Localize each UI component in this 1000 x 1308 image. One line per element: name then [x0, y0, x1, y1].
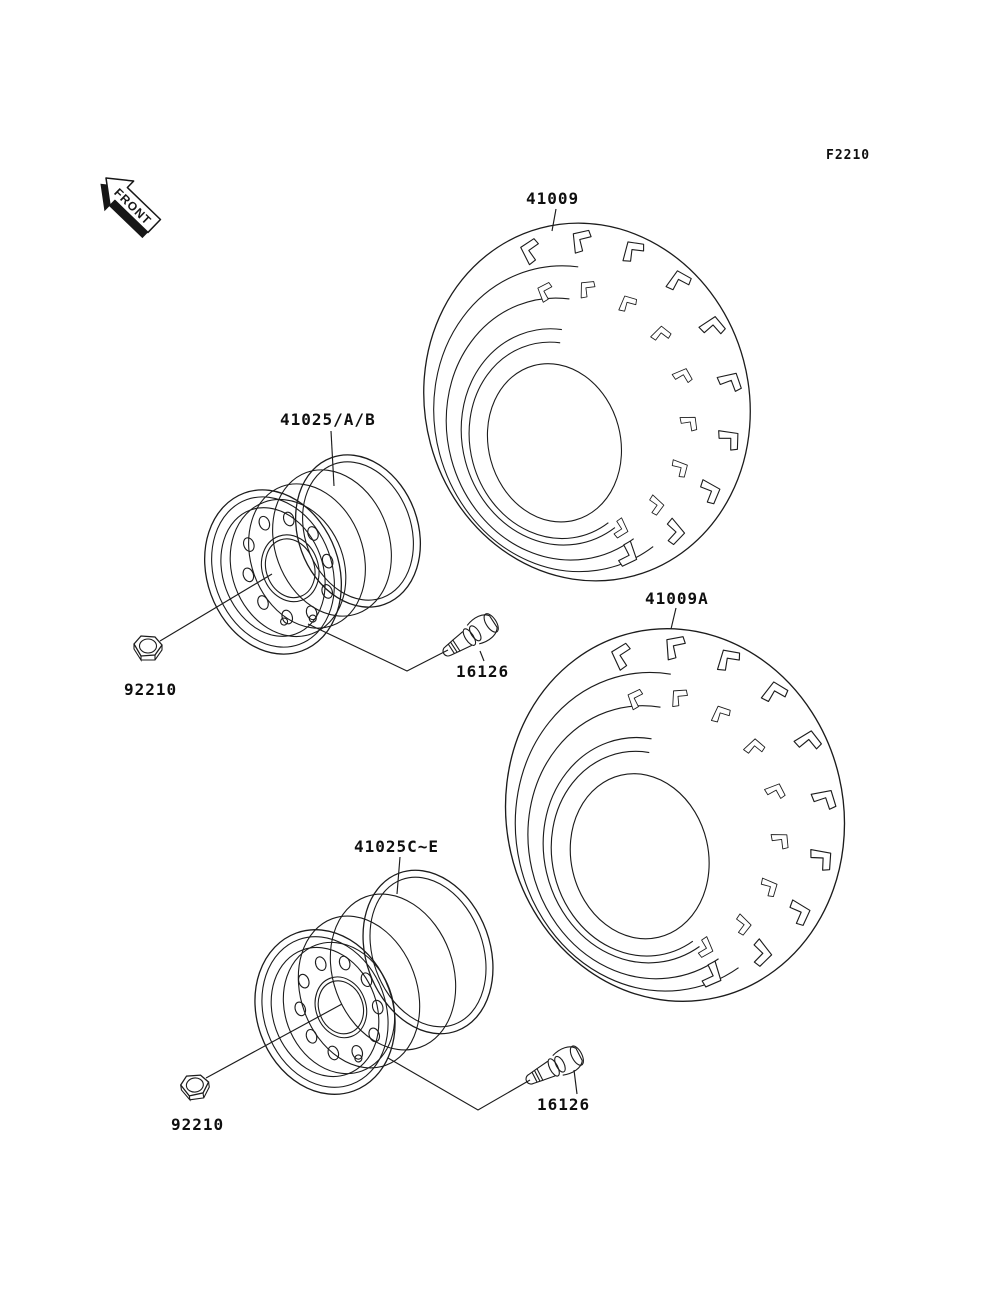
tread-lug: [660, 516, 687, 546]
leader-tire-bottom: [671, 608, 676, 629]
tread-lug: [717, 373, 741, 391]
tread-lug: [619, 237, 646, 267]
tread-lug: [793, 729, 823, 755]
part-label-wheel-top: 41025/A/B: [280, 410, 376, 429]
front-arrow-text: FRONT: [111, 185, 155, 228]
leader-wheel-bottom: [397, 857, 400, 894]
part-label-nut-bottom: 92210: [171, 1115, 225, 1134]
leader-valve-top-label: [480, 651, 484, 661]
part-label-wheel-bottom: 41025C~E: [354, 837, 440, 856]
tread-lug: [701, 961, 722, 987]
figure-code-label: F2210: [826, 148, 871, 163]
tread-lug: [664, 635, 686, 662]
leader-tire-top: [552, 209, 556, 231]
tread-lug: [811, 790, 836, 809]
tire-bottom-drawing: [469, 595, 882, 1036]
tread-lug: [764, 783, 786, 800]
tread-lug: [805, 846, 835, 873]
leader-valve-bottom: [388, 1058, 530, 1110]
tread-lug: [756, 875, 780, 898]
tread-lug: [678, 415, 699, 432]
tread-lug: [730, 912, 753, 936]
leader-valve-top: [308, 624, 448, 671]
tread-lug: [709, 703, 732, 727]
tread-lug: [670, 687, 689, 710]
tread-lug: [714, 646, 742, 677]
wheel-top-hub: [211, 483, 364, 653]
leader-wheel-top: [331, 431, 334, 486]
wheel-top-drawing: [182, 437, 441, 673]
tread-lug: [611, 643, 635, 672]
part-label-tire-top: 41009: [526, 189, 580, 208]
tread-lug: [667, 457, 690, 479]
tread-lug: [578, 279, 596, 300]
nut-top-drawing: [134, 636, 162, 660]
tread-lug: [611, 517, 629, 538]
tread-lug: [783, 897, 814, 928]
tread-lug: [694, 477, 724, 506]
tread-lug: [519, 238, 543, 266]
tread-band-inner: [535, 252, 727, 542]
tread-lug: [672, 368, 693, 385]
part-label-nut-top: 92210: [124, 680, 178, 699]
part-label-valve-top: 16126: [456, 662, 510, 681]
tread-lug: [616, 541, 637, 567]
tread-lug: [742, 737, 766, 760]
tread-lug: [714, 427, 743, 452]
tread-lug: [769, 831, 791, 850]
wheel-bottom-drawing: [232, 852, 515, 1114]
tread-lug: [571, 229, 591, 255]
tread-lug: [663, 267, 693, 296]
tread-lug: [649, 324, 672, 346]
leader-valve-bottom-label: [574, 1070, 577, 1094]
part-label-tire-bottom: 41009A: [645, 589, 709, 608]
nut-bottom-drawing: [180, 1073, 211, 1101]
tread-band-outer: [519, 196, 782, 572]
part-label-valve-bottom: 16126: [537, 1095, 591, 1114]
valve-bottom-drawing: [521, 1042, 587, 1093]
tire-top-drawing: [384, 186, 790, 618]
leader-nut-top: [160, 574, 272, 641]
tread-lug: [644, 493, 666, 516]
tread-lug: [697, 315, 726, 341]
tread-lug: [746, 937, 774, 968]
leader-lines: [160, 209, 676, 1110]
tread-lug: [759, 679, 790, 709]
tread-lug: [616, 293, 638, 316]
front-arrow-icon: [89, 166, 167, 243]
valve-top-drawing: [437, 609, 503, 664]
